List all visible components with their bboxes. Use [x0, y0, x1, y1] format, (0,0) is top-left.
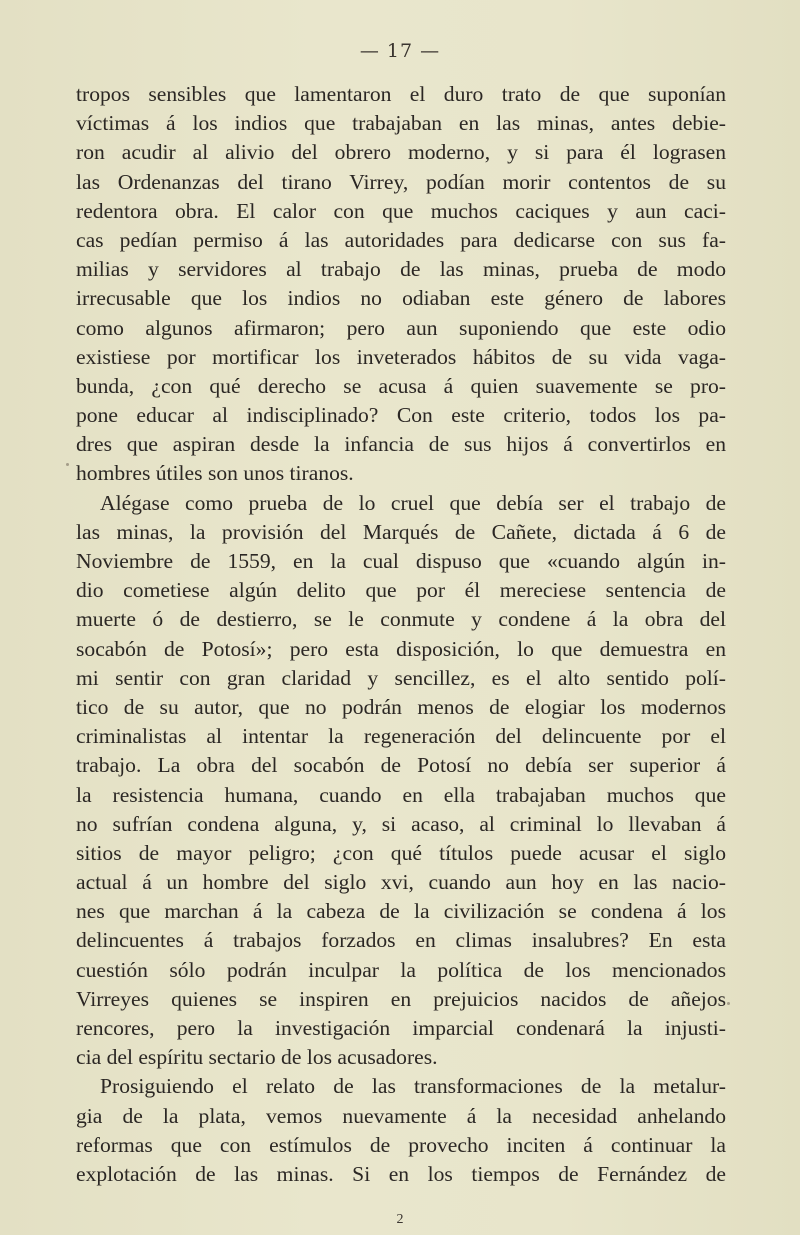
page-number: — 17 —	[359, 40, 441, 62]
text-line: nes que marchan á la cabeza de la civilización se condena á los	[76, 899, 726, 924]
text-line: no sufrían condena alguna, y, si acaso, al criminal lo llevaban á	[76, 811, 726, 836]
text-line: tico de su autor, que no podrán menos de elogiar los modernos	[76, 694, 726, 719]
text-line: redentora obra. El calor con que muchos caciques y aun caci-	[76, 198, 726, 223]
text-line: actual á un hombre del siglo xvi, cuando aun hoy en las nacio-	[76, 870, 726, 895]
text-line: mi sentir con gran claridad y sencillez, es el alto sentido polí-	[76, 665, 726, 690]
text-line: ron acudir al alivio del obrero moderno, y si para él lograsen	[76, 140, 726, 165]
text-line: gia de la plata, vemos nuevamente á la necesidad anhelando	[76, 1103, 726, 1128]
text-line: la resistencia humana, cuando en ella trabajaban muchos que	[76, 782, 726, 807]
text-line: milias y servidores al trabajo de las minas, prueba de modo	[76, 257, 726, 282]
text-line: como algunos afirmaron; pero aun suponiendo que este odio	[76, 315, 726, 340]
paper-speck	[66, 463, 69, 466]
paper-speck	[727, 1002, 730, 1005]
text-line: explotación de las minas. Si en los tiempos de Fernández de	[76, 1161, 726, 1186]
text-line: las minas, la provisión del Marqués de Cañete, dictada á 6 de	[76, 519, 726, 544]
text-line: bunda, ¿con qué derecho se acusa á quien suavemente se pro-	[76, 373, 726, 398]
text-line: dres que aspiran desde la infancia de sus hijos á convertirlos en	[76, 432, 726, 457]
text-line: Alégase como prueba de lo cruel que debía ser el trabajo de	[100, 490, 726, 515]
text-line: dio cometiese algún delito que por él mereciese sentencia de	[76, 578, 726, 603]
text-line: cia del espíritu sectario de los acusadores.	[76, 1045, 438, 1070]
text-line: reformas que con estímulos de provecho inciten á continuar la	[76, 1132, 726, 1157]
text-line: delincuentes á trabajos forzados en climas insalubres? En esta	[76, 928, 726, 953]
text-line: Virreyes quienes se inspiren en prejuicios nacidos de añejos	[76, 986, 726, 1011]
text-line: cuestión sólo podrán inculpar la política de los mencionados	[76, 957, 726, 982]
text-line: criminalistas al intentar la regeneración del delincuente por el	[76, 724, 726, 749]
text-line: tropos sensibles que lamentaron el duro trato de que suponían	[76, 82, 726, 106]
text-line: pone educar al indisciplinado? Con este criterio, todos los pa-	[76, 403, 726, 428]
text-line: trabajo. La obra del socabón de Potosí no debía ser superior á	[76, 753, 726, 778]
text-line: hombres útiles son unos tiranos.	[76, 461, 354, 486]
text-line: víctimas á los indios que trabajaban en las minas, antes debie-	[76, 111, 726, 136]
text-line: las Ordenanzas del tirano Virrey, podían morir contentos de su	[76, 169, 726, 194]
text-line: existiese por mortificar los inveterados hábitos de su vida vaga-	[76, 344, 726, 369]
text-line: Prosiguiendo el relato de las transformaciones de la metalur-	[100, 1074, 726, 1099]
text-line: socabón de Potosí»; pero esta disposición, lo que demuestra en	[76, 636, 726, 661]
text-line: muerte ó de destierro, se le conmute y condene á la obra del	[76, 607, 726, 632]
body-text	[76, 80, 726, 1189]
signature-mark: 2	[396, 1212, 404, 1227]
text-line: sitios de mayor peligro; ¿con qué títulos puede acusar el siglo	[76, 840, 726, 865]
text-line: Noviembre de 1559, en la cual dispuso que «cuando algún in-	[76, 549, 726, 573]
text-line: rencores, pero la investigación imparcial condenará la injusti-	[76, 1016, 726, 1040]
text-line: irrecusable que los indios no odiaban este género de labores	[76, 286, 726, 311]
text-line: cas pedían permiso á las autoridades para dedicarse con sus fa-	[76, 227, 726, 252]
